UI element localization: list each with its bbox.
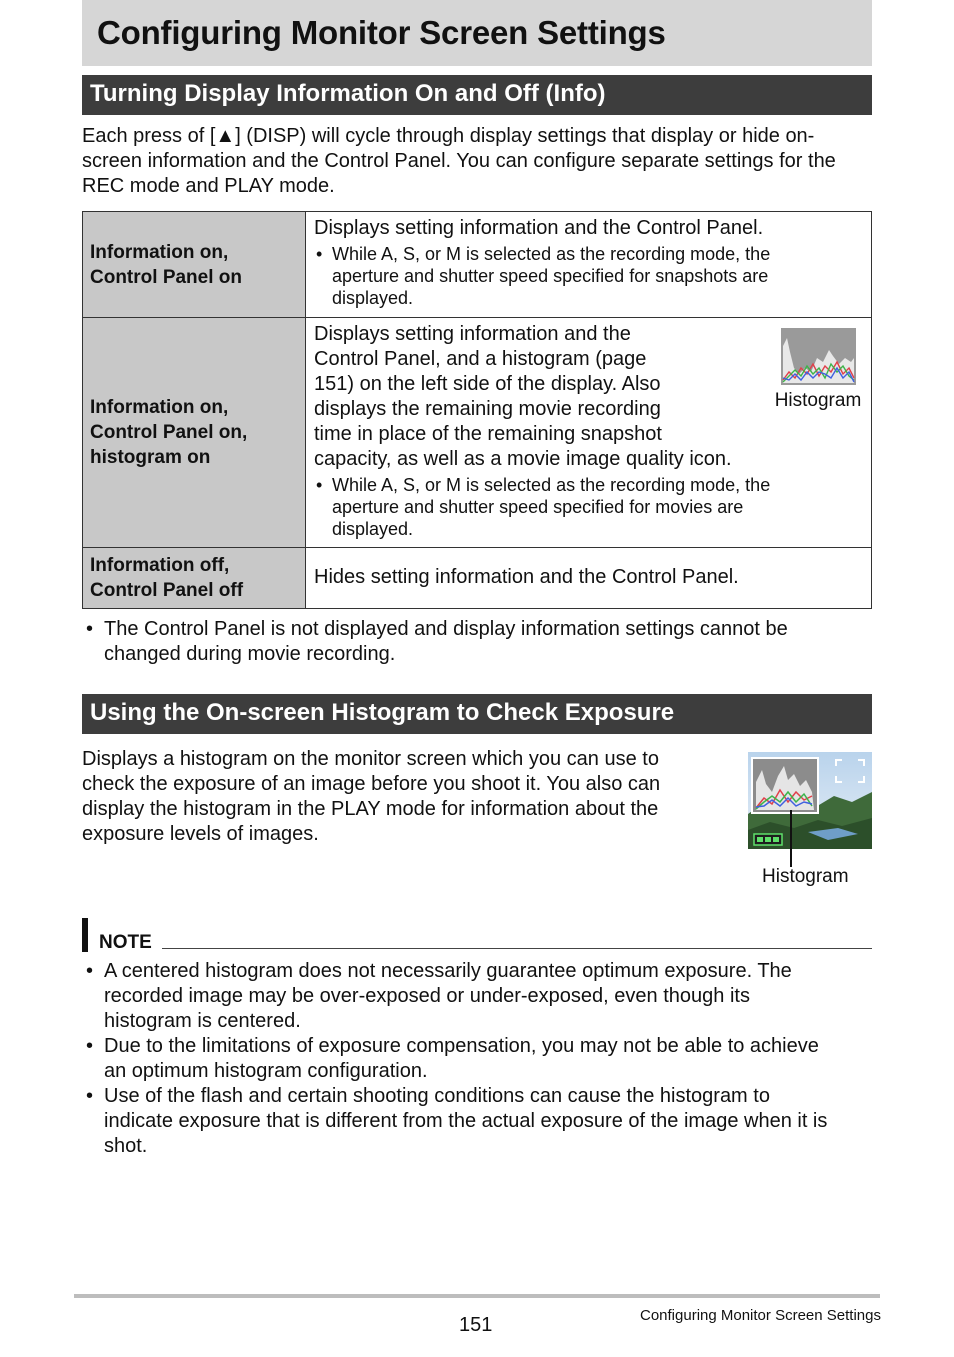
histogram-caption: Histogram xyxy=(774,390,862,411)
table-row xyxy=(83,318,872,548)
footer-chapter-title: Configuring Monitor Screen Settings xyxy=(640,1307,881,1324)
desc-line: 151) on the left side of the display. Also xyxy=(314,373,661,395)
label-line: Control Panel on xyxy=(90,266,242,288)
body-line: check the exposure of an image before you shoot it. You also can xyxy=(82,773,661,795)
page-title-bar xyxy=(82,0,872,66)
table-row xyxy=(83,548,872,609)
intro-line: REC mode and PLAY mode. xyxy=(82,175,335,197)
section-heading-bar-histogram xyxy=(82,694,872,734)
bullet-line: histogram is centered. xyxy=(104,1010,301,1032)
bullet-line: • While A, S, or M is selected as the recording mode, the xyxy=(332,244,771,264)
bullet-item xyxy=(82,617,872,667)
bullet-line: recorded image may be over-exposed or under-exposed, even though its xyxy=(104,985,750,1007)
label-line: Control Panel on, xyxy=(90,422,248,443)
section2-body xyxy=(82,747,732,847)
desc-line: displays the remaining movie recording xyxy=(314,398,661,420)
label-line: Control Panel off xyxy=(90,580,244,601)
bullet-line: • While A, S, or M is selected as the recording mode, the xyxy=(332,475,771,495)
body-line: Displays a histogram on the monitor screen which you can use to xyxy=(82,748,659,770)
note-bullet xyxy=(82,1084,872,1159)
note-label: NOTE xyxy=(99,932,152,953)
bullet-line: • Due to the limitations of exposure compensation, you may not be able to achieve xyxy=(104,1035,819,1057)
row-description xyxy=(306,212,872,318)
bullet-line: • Use of the flash and certain shooting conditions can cause the histogram to xyxy=(104,1085,770,1107)
section1-intro xyxy=(82,124,882,199)
label-line: Information off, xyxy=(90,555,230,576)
bullet-line: indicate exposure that is different from the actual exposure of the image when it is xyxy=(104,1110,828,1132)
section-heading-bar-info xyxy=(82,75,872,115)
body-line: exposure levels of images. xyxy=(82,823,319,845)
row-bullet xyxy=(314,474,863,540)
intro-line: screen information and the Control Panel. You can configure separate settings for the xyxy=(82,150,836,172)
desc-line: Hides setting information and the Control Panel. xyxy=(314,565,739,588)
label-line: histogram on xyxy=(90,447,211,468)
note-bullet xyxy=(82,959,872,1034)
bullet-line: changed during movie recording. xyxy=(104,643,396,665)
histogram-callout-line xyxy=(790,810,792,867)
histogram-thumbnail-icon xyxy=(781,328,856,385)
table-row xyxy=(83,212,872,318)
bullet-line: an optimum histogram configuration. xyxy=(104,1060,428,1082)
section-heading-histogram: Using the On-screen Histogram to Check Exposure xyxy=(90,699,675,726)
row-label xyxy=(83,212,306,318)
desc-line: time in place of the remaining snapshot xyxy=(314,423,662,445)
desc-line: Control Panel, and a histogram (page xyxy=(314,348,647,370)
bullet-line: shot. xyxy=(104,1135,148,1157)
row-label xyxy=(83,318,306,548)
row-label xyxy=(83,548,306,609)
bullet-line: aperture and shutter speed specified for snapshots are xyxy=(332,266,769,286)
desc-line: Displays setting information and the Control Panel. xyxy=(314,217,764,239)
histogram-caption: Histogram xyxy=(762,866,849,887)
note-divider xyxy=(162,948,872,949)
camera-screen-image xyxy=(748,752,872,849)
desc-line: Displays setting information and the xyxy=(314,323,631,345)
body-line: display the histogram in the PLAY mode for information about the xyxy=(82,798,659,820)
row-description xyxy=(306,548,872,609)
page-number: 151 xyxy=(459,1314,493,1336)
row-description xyxy=(306,318,872,548)
bullet-line: displayed. xyxy=(332,519,414,539)
section-heading-info: Turning Display Information On and Off (Info) xyxy=(90,80,606,107)
bullet-line: aperture and shutter speed specified for movies are xyxy=(332,497,744,517)
histogram-figure xyxy=(768,328,868,413)
bullet-line: • The Control Panel is not displayed and display information settings cannot be xyxy=(104,618,788,640)
footer-divider xyxy=(74,1294,880,1298)
row-bullet xyxy=(314,243,863,309)
label-line: Information on, xyxy=(90,397,229,418)
label-line: Information on, xyxy=(90,241,229,263)
bullet-line: • A centered histogram does not necessarily guarantee optimum exposure. The xyxy=(104,960,792,982)
intro-line: Each press of [▲] (DISP) will cycle through display settings that display or hide on- xyxy=(82,125,815,147)
desc-line: capacity, as well as a movie image quality icon. xyxy=(314,448,732,470)
page-title: Configuring Monitor Screen Settings xyxy=(97,14,666,51)
note-bullet xyxy=(82,1034,872,1084)
bullet-line: displayed. xyxy=(332,288,414,308)
note-marker xyxy=(82,918,88,952)
display-settings-table xyxy=(82,211,872,609)
